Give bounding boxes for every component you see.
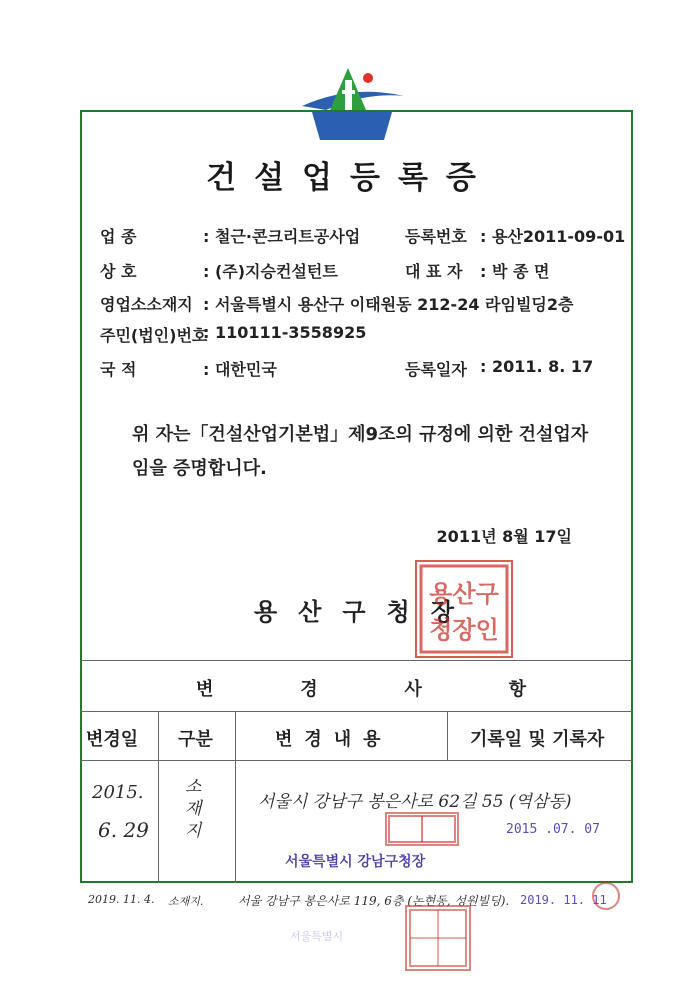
entry1-stamp-date: 2015 .07. 07 (506, 822, 600, 837)
table-top-line (80, 660, 633, 661)
entry2-stamp-date: 2019. 11. 11 (520, 893, 607, 907)
issue-date: 2011년 8월 17일 (436, 527, 572, 546)
company-label: 상 호 (100, 262, 137, 281)
col-divider-1 (158, 711, 159, 883)
small-seal-icon (387, 814, 457, 844)
entry2-date: 2019. 11. 4. (88, 893, 155, 906)
official-seal (415, 560, 513, 658)
idno-label: 주민(법인)번호 (100, 326, 208, 345)
entry1-type: 소재지 (185, 777, 202, 841)
entry2-seal (405, 905, 471, 971)
type-label: 업 종 (100, 227, 137, 246)
company-value: : (주)지승컨설턴트 (203, 262, 338, 281)
regno-value: : 용산2011-09-01 (480, 227, 626, 246)
statement-line-2: 임을 증명합니다. (132, 458, 267, 479)
statement-line-1: 위 자는「건설산업기본법」제9조의 규정에 의한 건설업자 (132, 424, 589, 445)
ceo-label: 대 표 자 (405, 262, 463, 281)
round-seal-icon (592, 882, 620, 910)
col-header-content: 변경내용 (275, 729, 393, 750)
svg-text:용산구: 용산구 (429, 580, 499, 608)
entry1-content: 서울시 강남구 봉은사로 62길 55 (역삼동) (258, 792, 572, 812)
nation-value: : 대한민국 (203, 360, 277, 379)
svg-text:청장인: 청장인 (429, 616, 499, 644)
col-header-date: 변경일 (86, 729, 139, 750)
address-label: 영업소소재지 (100, 295, 193, 314)
section-divider (80, 711, 633, 712)
idno-value: : 110111-3558925 (203, 323, 367, 342)
page-title: 건설업등록증 (206, 160, 494, 196)
nation-label: 국 적 (100, 360, 137, 379)
entry1-date-line1: 2015. (92, 782, 144, 803)
col-header-record: 기록일 및 기록자 (470, 729, 605, 750)
regdate-value: : 2011. 8. 17 (480, 357, 594, 376)
entry2-content: 서울 강남구 봉은사로 119, 6층 (논현동, 성원빌딩). (238, 894, 510, 908)
entry1-seal (385, 812, 459, 846)
type-value: : 철근·콘크리트공사업 (203, 227, 361, 246)
col-divider-2 (235, 711, 236, 883)
issuing-office: 용산구청장 (254, 598, 475, 626)
ceo-value: : 박 종 면 (480, 262, 550, 281)
entry2-type: 소재지. (168, 895, 204, 908)
col-header-type: 구분 (178, 729, 213, 750)
entry2-stamp-office: 서울특별시 (290, 930, 344, 943)
col-divider-3 (447, 711, 448, 760)
seal-icon (417, 562, 511, 656)
regno-label: 등록번호 (405, 227, 467, 246)
regdate-label: 등록일자 (405, 360, 467, 379)
changes-section-title: 변 경 사 항 (196, 679, 526, 700)
square-seal-icon (407, 907, 469, 969)
header-divider (80, 760, 633, 761)
entry1-stamp-office: 서울특별시 강남구청장 (285, 854, 426, 870)
entry1-date-line2: 6. 29 (98, 818, 149, 842)
address-value: : 서울특별시 용산구 이태원동 212-24 라임빌딩2층 (203, 295, 574, 314)
